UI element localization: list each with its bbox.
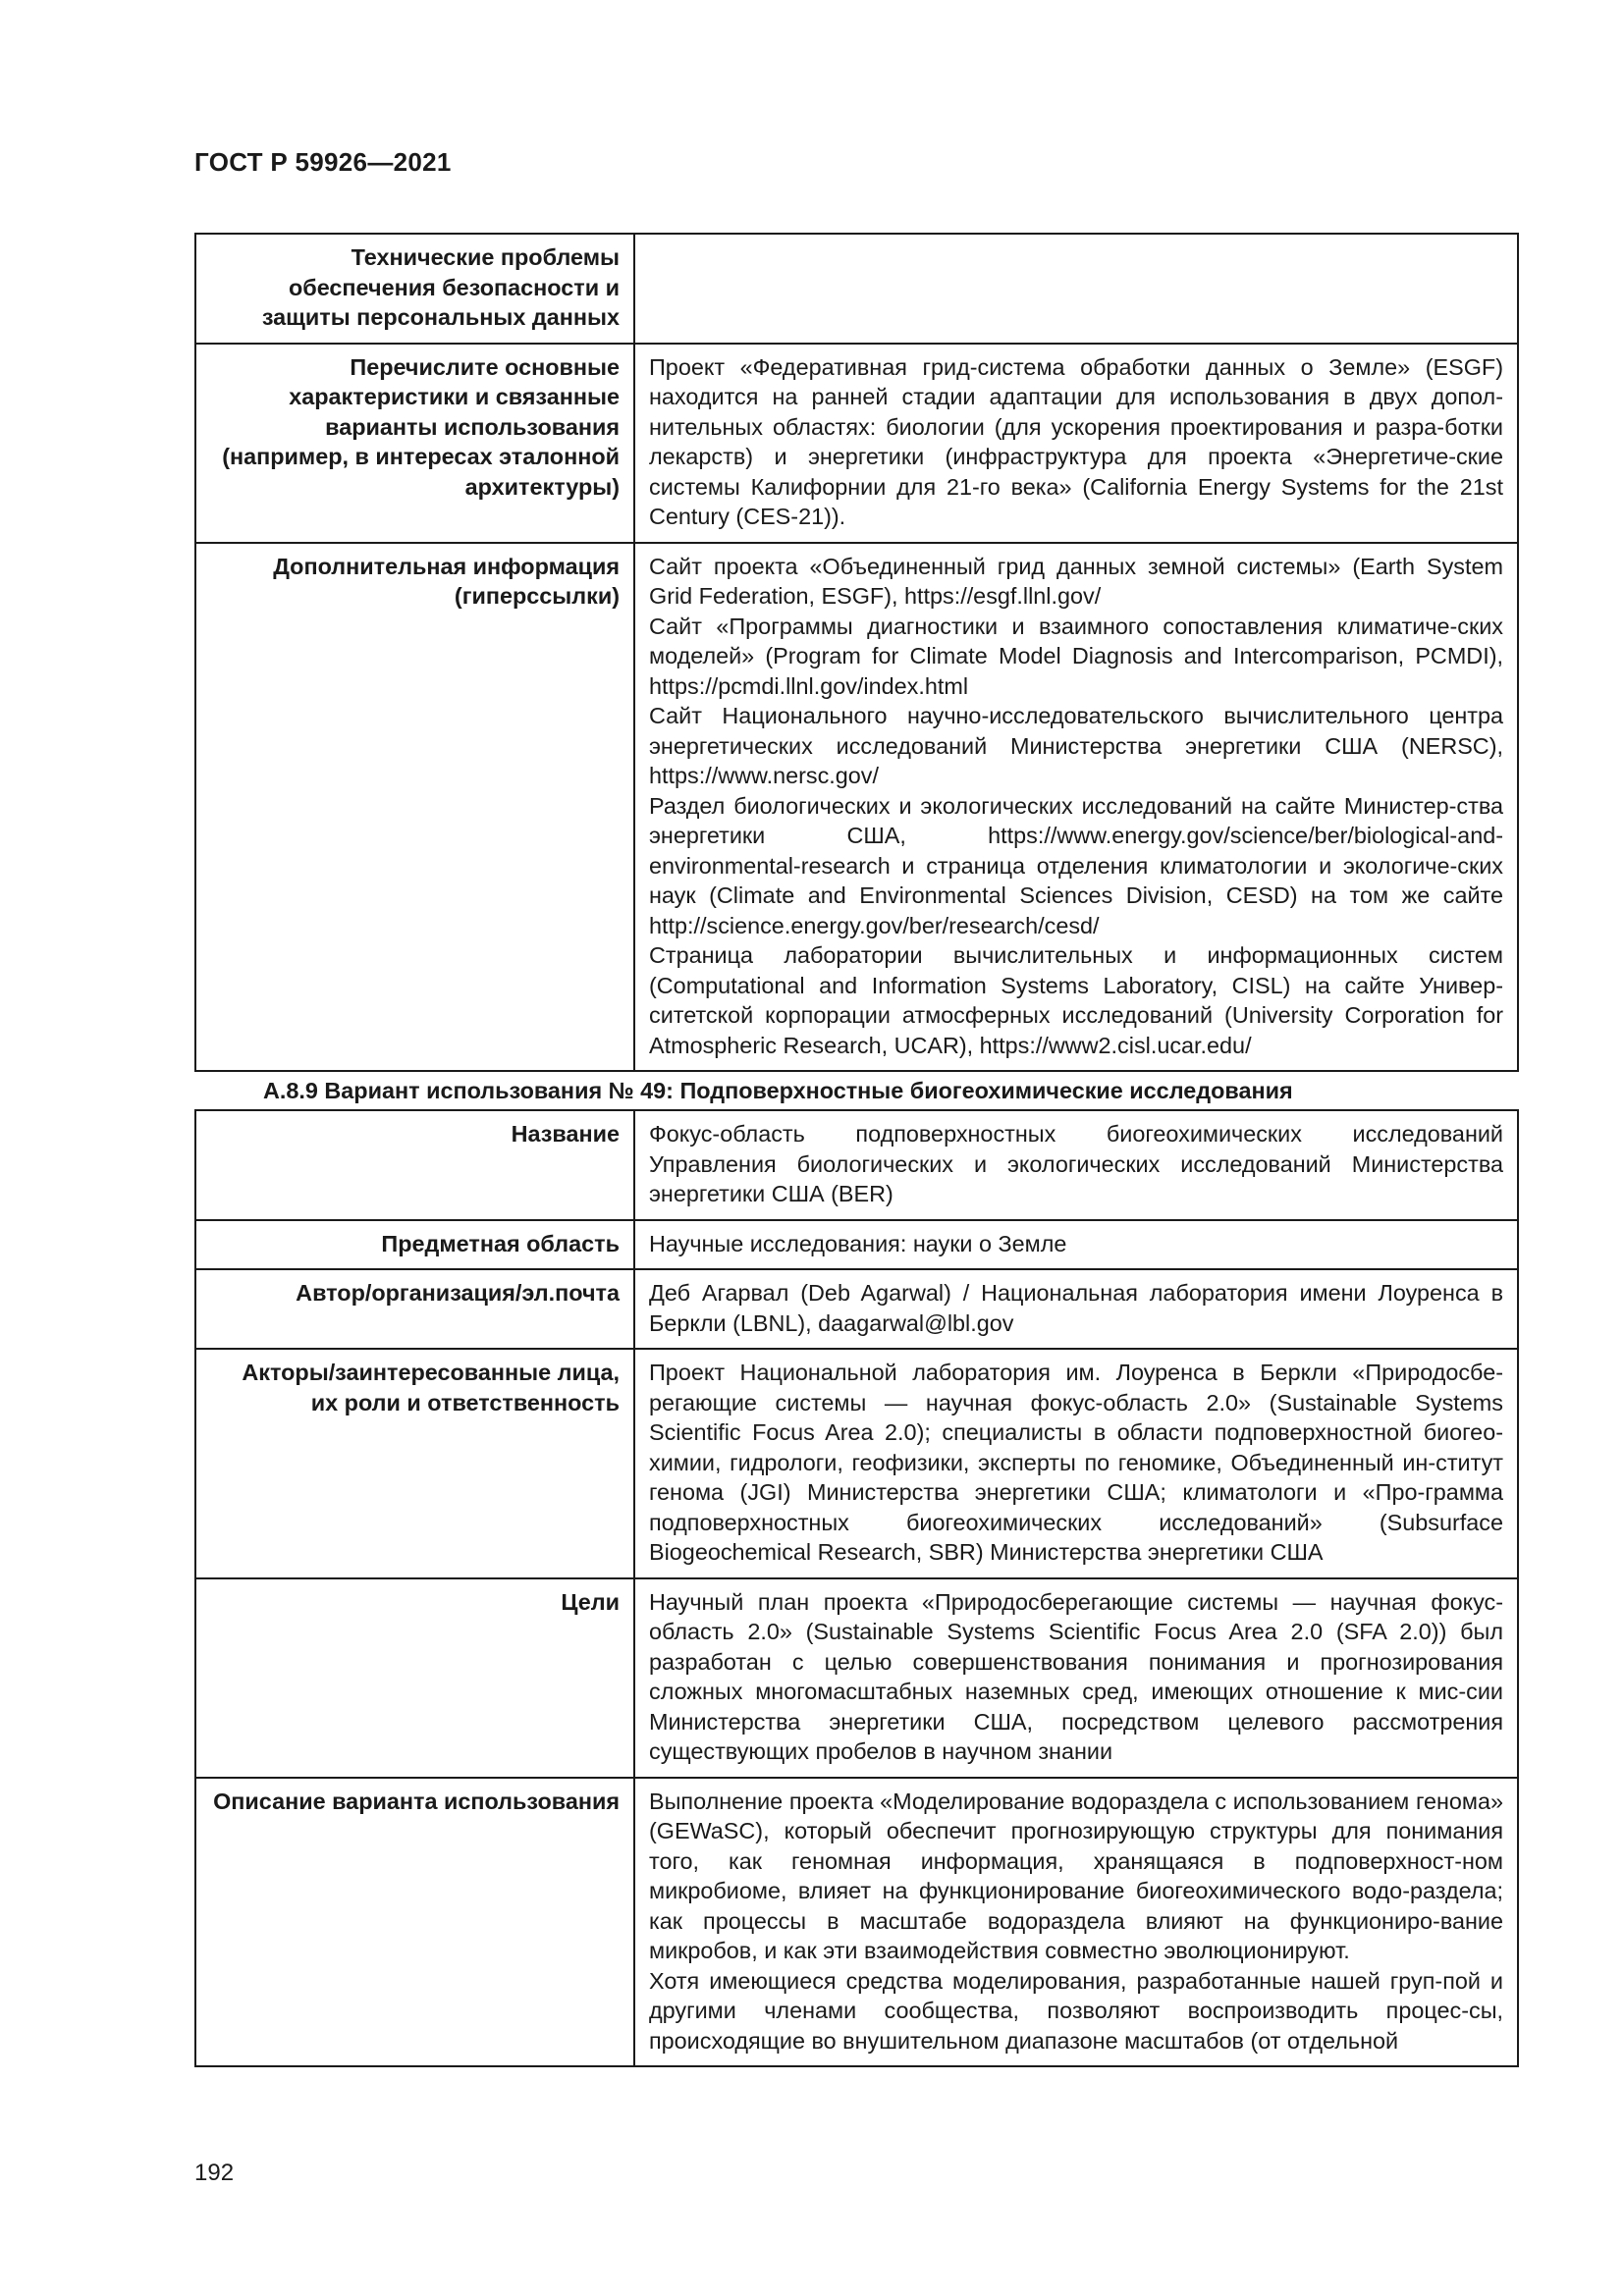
row-label: Автор/организация/эл.почта (195, 1269, 634, 1349)
paragraph: Хотя имеющиеся средства моделирования, разработанные нашей груп-пой и другими членами сообщества, позволяют воспроизводить процес-сы, происходящие во внушительном диапазоне масштабов (от отдельной (649, 1967, 1503, 2054)
row-label: Дополнительная информация (гиперссылки) (195, 543, 634, 1072)
row-label: Технические проблемы обеспечения безопасности и защиты персональных данных (195, 234, 634, 344)
use-case-table-continued (194, 233, 1519, 1072)
paragraph: Страница лаборатории вычислительных и информационных систем (Computational and Information Systems Laboratory, CISL) на сайте Универ-ситетской корпорации атмосферных исследований (University Corporation for Atmospheric Research, UCAR), https://www2.cisl.ucar.edu/ (649, 942, 1503, 1058)
paragraph: Проект «Федеративная грид-система обработки данных о Земле» (ESGF) находится на ранней стадии адаптации для использования в двух допол-нительных областях: биологии (для ускорения проектирования и разра-ботки лекарств) и энергетики (инфраструктура для проекта «Энергетиче-ские системы Калифорнии для 21-го века» (California Energy Systems for the 21st Century (CES-21)). (649, 353, 1503, 529)
table-row (195, 543, 1518, 1072)
table-row (195, 344, 1518, 543)
row-value (634, 1110, 1518, 1220)
use-case-49-table (194, 1109, 1519, 2067)
row-value (634, 1349, 1518, 1578)
row-value (634, 1578, 1518, 1778)
section-title: А.8.9 Вариант использования № 49: Подповерхностные биогеохимические исследования (263, 1078, 1293, 1103)
paragraph: Проект Национальной лаборатория им. Лоуренса в Беркли «Природосбе-регающие системы — научная фокус-область 2.0» (Sustainable Systems Scientific Focus Area 2.0); специалисты в области подповерхностной биогео-химии, гидрологи, геофизики, эксперты по геномике, Объединенный ин-ститут генома (JGI) Министерства энергетики США; климатологи и «Про-грамма подповерхностных биогеохимических исследований» (Subsurface Biogeochemical Research, SBR) Министерства энергетики США (649, 1360, 1503, 1565)
table-row (195, 234, 1518, 344)
paragraph: Фокус-область подповерхностных биогеохимических исследований Управления биологических и экологических исследований Министерства энергетики США (BER) (649, 1121, 1503, 1206)
paragraph: Сайт проекта «Объединенный грид данных земной системы» (Earth System Grid Federation, ESGF), https://esgf.llnl.gov/ (649, 553, 1503, 609)
document-code: ГОСТ Р 59926—2021 (194, 147, 452, 177)
table-row (195, 1349, 1518, 1578)
page-number: 192 (194, 2160, 235, 2186)
table-row (195, 1269, 1518, 1349)
row-value (634, 1220, 1518, 1270)
row-label: Перечислите основные характеристики и связанные варианты использования (например, в интересах эталонной архитектуры) (195, 344, 634, 543)
row-value (634, 234, 1518, 344)
row-value (634, 344, 1518, 543)
row-value (634, 1778, 1518, 2067)
table-row (195, 1778, 1518, 2067)
table-row (195, 1110, 1518, 1220)
row-label: Цели (195, 1578, 634, 1778)
row-label: Название (195, 1110, 634, 1220)
paragraph: Научный план проекта «Природосберегающие системы — научная фокус-область 2.0» (Sustainable Systems Scientific Focus Area 2.0 (SFA 2.0)) был разработан с целью совершенствования понимания и прогнозирования сложных многомасштабных наземных сред, имеющих отношение к мис-сии Министерства энергетики США, посредством целевого рассмотрения существующих пробелов в научном знании (649, 1588, 1503, 1764)
paragraph: Научные исследования: науки о Земле (649, 1230, 1067, 1256)
row-value (634, 1269, 1518, 1349)
paragraph: Сайт Национального научно-исследовательского вычислительного центра энергетических исследований Министерства энергетики США (NERSC), https://www.nersc.gov/ (649, 703, 1503, 788)
row-label: Акторы/заинтересованные лица, их роли и ответственность (195, 1349, 634, 1578)
paragraph: Сайт «Программы диагностики и взаимного сопоставления климатиче-ских моделей» (Program for Climate Model Diagnosis and Intercomparison, PCMDI), https://pcmdi.llnl.gov/index.html (649, 613, 1503, 699)
paragraph: Раздел биологических и экологических исследований на сайте Министер-ства энергетики США, https://www.energy.gov/science/ber/biological-and-environmental-research и страница отделения климатологии и экологиче-ских наук (Climate and Environmental Sciences Division, CESD) на том же сайте http://science.energy.gov/ber/research/cesd/ (649, 792, 1503, 938)
table-row (195, 1578, 1518, 1778)
row-label: Предметная область (195, 1220, 634, 1270)
row-value (634, 543, 1518, 1072)
paragraph: Деб Агарвал (Deb Agarwal) / Национальная лаборатория имени Лоуренса в Беркли (LBNL), daagarwal@lbl.gov (649, 1280, 1503, 1336)
row-label: Описание варианта использования (195, 1778, 634, 2067)
paragraph: Выполнение проекта «Моделирование водораздела с использованием генома» (GEWaSC), который обеспечит прогнозирующую структуры для понимания того, как геномная информация, хранящаяся в подповерхност-ном микробиоме, влияет на функционирование биогеохимического водо-раздела; как процессы в масштабе водораздела влияют на функциониро-вание микробов, и как эти взаимодействия совместно эволюционируют. (649, 1788, 1503, 1963)
table-row (195, 1220, 1518, 1270)
